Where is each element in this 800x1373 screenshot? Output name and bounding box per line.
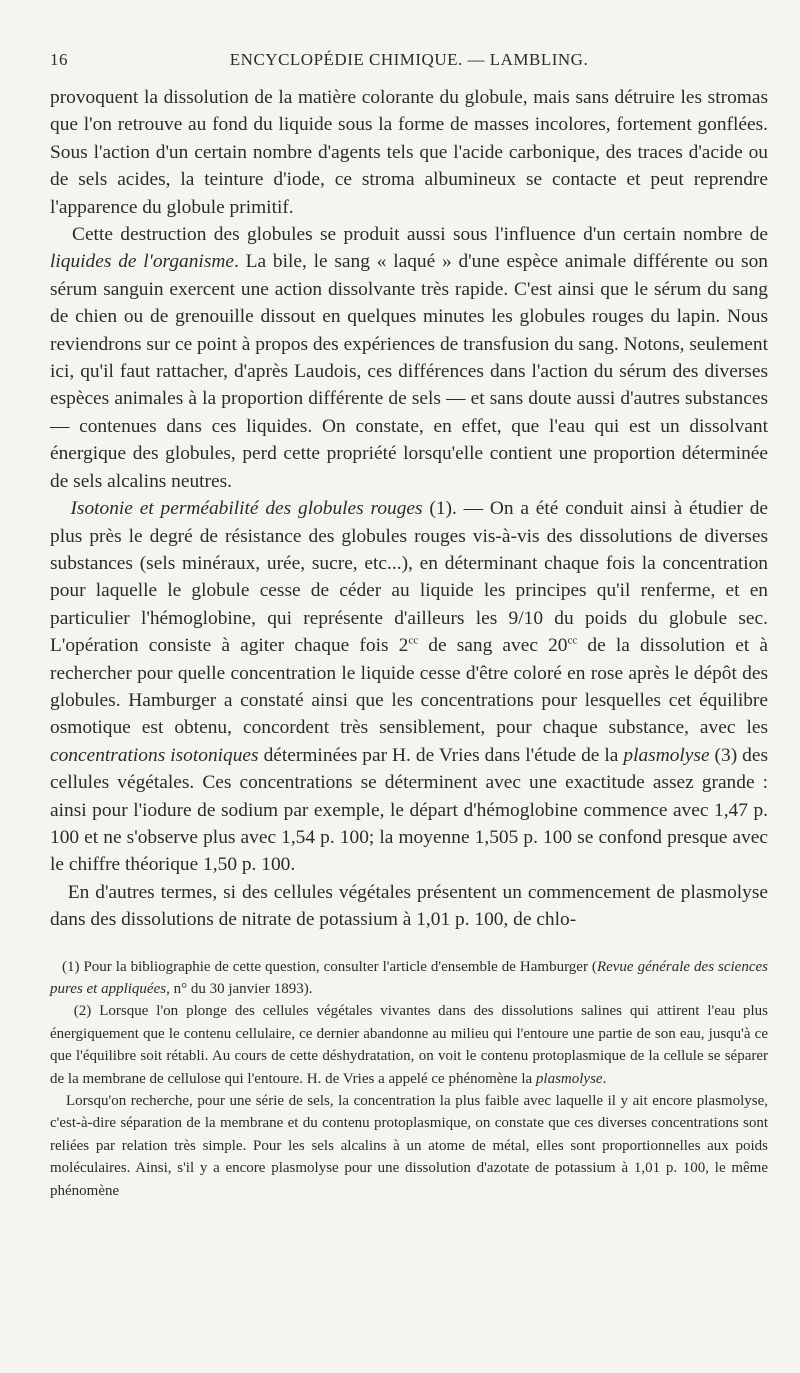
paragraph-1: provoquent la dissolution de la matière colorante du globule, mais sans détruire les stromas que l'on retrouve au fond du liquide sous la forme de masses incolores, fortement gonflées. Sous l'action d'un certain nombre d'agents tels que l'acide carbonique, des traces d'acide ou de sels acides, la teinture d'iode, ce stroma albumineux se contacte et peut reprendre l'apparence du globule primitif. <box>50 87 768 218</box>
running-header <box>50 50 768 70</box>
page-number: 16 <box>50 50 68 69</box>
paragraph-3: Isotonie et perméabilité des globules rouges (1). — On a été conduit ainsi à étudier de plus près le degré de résistance des globules rouges vis-à-vis des dissolutions de diverses substances (sels minéraux, urée, sucre, etc...), en déterminant chaque fois la concentration pour laquelle le globule cesse de céder au liquide les principes qu'il renferme, et en particulier l'hémoglobine, qui représente d'ailleurs les 9/10 du poids du globule sec. L'opération consiste à agiter chaque fois $2^{cc}$ de sang avec $20^{cc}$ de la dissolution et à rechercher pour quelle concentration le liquide cesse d'être coloré en rose après le dépôt des globules. Hamburger a constaté ainsi que les concentrations pour lesquelles cet équilibre osmotique est obtenu, concordent très sensiblement, pour chaque substance, avec les concentrations isotoniques déterminées par H. de Vries dans l'étude de la plasmolyse (3) des cellules végétales. Ces concentrations se déterminent avec une exactitude assez grande : ainsi pour l'iodure de sodium par exemple, le départ d'hémoglobine commence avec 1,47 p. 100 et ne s'observe plus avec 1,54 p. 100; la moyenne 1,505 p. 100 se confond presque avec le chiffre théorique 1,50 p. 100. <box>50 498 769 876</box>
footnote-2: (2) Lorsque l'on plonge des cellules végétales vivantes dans des dissolutions salines qui attirent l'eau plus énergiquement que le contenu cellulaire, ce dernier abandonne au milieu qui l'entoure une partie de son eau, jusqu'à ce que l'équilibre soit rétabli. Au cours de cette déshydratation, on voit le contenu protoplasmique de la cellule se séparer de la membrane de cellulose qui l'entoure. H. de Vries a appelé ce phénomène la plasmolyse. <box>50 1003 769 1087</box>
page <box>50 50 768 1202</box>
footnote-2-continued: Lorsqu'on recherche, pour une série de sels, la concentration la plus faible avec laquelle il y ait encore plasmolyse, c'est-à-dire séparation de la membrane et du contenu protoplasmique, on constate que ces diverses concentrations sont reliées par relation très simple. Pour les sels alcalins à un atome de métal, elles sont proportionnelles aux poids moléculaires. Ainsi, s'il y a encore plasmolyse pour une dissolution d'azotate de potassium à 1,01 p. 100, le même phénomène <box>50 1093 768 1199</box>
section-heading: Isotonie et perméabilité des globules rouges <box>70 498 423 520</box>
paragraph-4: En d'autres termes, si des cellules végétales présentent un commencement de plasmolyse dans des dissolutions de nitrate de potassium à 1,01 p. 100, de chlo- <box>50 881 769 931</box>
body-text <box>50 84 768 934</box>
footnotes <box>50 956 768 1202</box>
paragraph-2: Cette destruction des globules se produit aussi sous l'influence d'un certain nombre de liquides de l'organisme. La bile, le sang « laqué » d'une espèce animale différente ou son sérum sanguin exercent une action dissolvante très rapide. C'est ainsi que le sérum du sang de chien ou de grenouille dissout en quelques minutes les globules rouges du lapin. Nous reviendrons sur ce point à propos des expériences de transfusion du sang. Notons, seulement ici, qu'il faut rattacher, d'après Laudois, ces différences dans l'action du sérum des diverses espèces animales à la proportion différente de sels — et sans doute aussi d'autres substances — contenues dans ces liquides. On constate, en effet, que l'eau qui est un dissolvant énergique des globules, perd cette propriété lorsqu'elle contient une proportion déterminée de sels alcalins neutres. <box>50 224 768 492</box>
footnote-1: (1) Pour la bibliographie de cette question, consulter l'article d'ensemble de Hamburger (Revue générale des sciences pures et appliquées, n° du 30 janvier 1893). <box>50 958 768 997</box>
running-title: ENCYCLOPÉDIE CHIMIQUE. — LAMBLING. <box>229 50 589 69</box>
